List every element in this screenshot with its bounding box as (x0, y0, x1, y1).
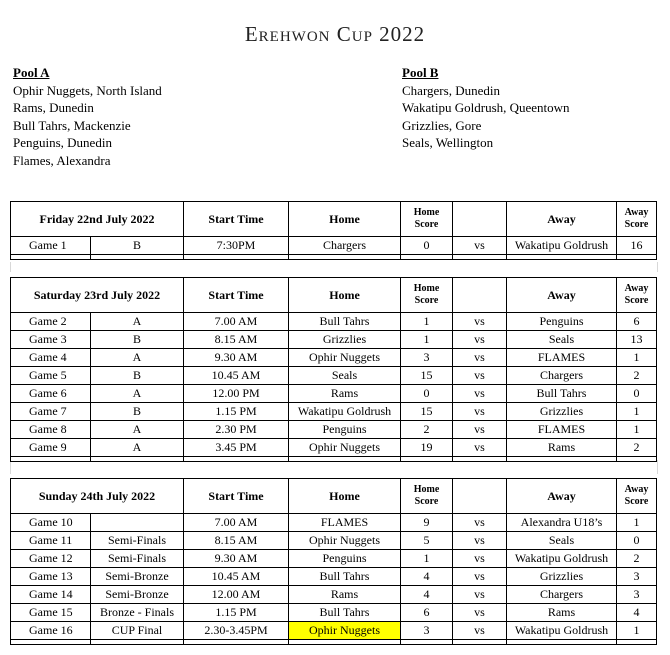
table-spacer-row (11, 255, 657, 260)
game-start-time: 8.15 AM (184, 331, 289, 349)
game-home-team: Ophir Nuggets (289, 349, 401, 367)
game-start-time: 10.45 AM (184, 367, 289, 385)
game-pool: Semi-Finals (91, 532, 184, 550)
game-vs: vs (453, 622, 507, 640)
game-start-time: 2.30-3.45PM (184, 622, 289, 640)
game-home-score: 15 (401, 403, 453, 421)
game-pool: A (91, 349, 184, 367)
game-away-team: Grizzlies (507, 568, 617, 586)
game-start-time: 12.00 PM (184, 385, 289, 403)
spacer-cell (11, 255, 91, 260)
spacer-cell (184, 255, 289, 260)
table-gap (10, 262, 658, 272)
spacer-cell (11, 640, 91, 645)
game-away-score: 2 (617, 550, 657, 568)
table-row (11, 237, 657, 255)
game-away-team: Chargers (507, 586, 617, 604)
header-home: Home (289, 479, 401, 514)
game-away-score: 0 (617, 385, 657, 403)
game-home-team: Penguins (289, 550, 401, 568)
game-away-score: 3 (617, 586, 657, 604)
table-header-row (11, 278, 657, 313)
spacer-cell (617, 640, 657, 645)
game-home-team: Bull Tahrs (289, 313, 401, 331)
table-header-row (11, 479, 657, 514)
table-spacer-row (11, 457, 657, 462)
game-home-score: 4 (401, 586, 453, 604)
header-away-score: Away Score (617, 479, 657, 514)
game-away-score: 1 (617, 349, 657, 367)
pool-b (402, 64, 570, 152)
header-start-time: Start Time (184, 479, 289, 514)
game-start-time: 10.45 AM (184, 568, 289, 586)
game-vs: vs (453, 313, 507, 331)
header-home-score: Home Score (401, 278, 453, 313)
header-vs (453, 278, 507, 313)
game-number: Game 15 (11, 604, 91, 622)
game-pool: A (91, 385, 184, 403)
table-gap (10, 460, 658, 474)
game-away-score: 16 (617, 237, 657, 255)
game-home-score: 2 (401, 421, 453, 439)
pool-a-team: Bull Tahrs, Mackenzie (13, 117, 131, 133)
game-home-team: Ophir Nuggets (289, 532, 401, 550)
header-away: Away (507, 479, 617, 514)
game-number: Game 7 (11, 403, 91, 421)
game-home-team: Rams (289, 586, 401, 604)
game-number: Game 12 (11, 550, 91, 568)
game-away-team: Bull Tahrs (507, 385, 617, 403)
table-row (11, 568, 657, 586)
spacer-cell (401, 640, 453, 645)
game-start-time: 3.45 PM (184, 439, 289, 457)
game-home-score: 3 (401, 349, 453, 367)
pool-a-team: Rams, Dunedin (13, 100, 94, 115)
table-row (11, 532, 657, 550)
game-away-score: 1 (617, 403, 657, 421)
spacer-cell (507, 255, 617, 260)
game-pool: Semi-Finals (91, 550, 184, 568)
game-start-time: 1.15 PM (184, 604, 289, 622)
game-start-time: 2.30 PM (184, 421, 289, 439)
game-home-team: Bull Tahrs (289, 568, 401, 586)
game-pool: Semi-Bronze (91, 568, 184, 586)
game-number: Game 11 (11, 532, 91, 550)
day-date: Friday 22nd July 2022 (11, 202, 184, 237)
header-away-score: Away Score (617, 278, 657, 313)
game-number: Game 14 (11, 586, 91, 604)
spacer-cell (91, 640, 184, 645)
game-away-team: Wakatipu Goldrush (507, 237, 617, 255)
table-row (11, 514, 657, 532)
spacer-cell (453, 457, 507, 462)
game-start-time: 8.15 AM (184, 532, 289, 550)
game-home-score: 3 (401, 622, 453, 640)
spacer-cell (289, 255, 401, 260)
game-number: Game 5 (11, 367, 91, 385)
pool-b-title: Pool B (402, 65, 439, 80)
game-vs: vs (453, 349, 507, 367)
game-pool: A (91, 439, 184, 457)
game-pool: Bronze - Finals (91, 604, 184, 622)
game-number: Game 3 (11, 331, 91, 349)
game-away-score: 1 (617, 514, 657, 532)
game-away-score: 1 (617, 622, 657, 640)
header-away: Away (507, 278, 617, 313)
spacer-cell (184, 640, 289, 645)
game-home-score: 19 (401, 439, 453, 457)
game-pool: A (91, 313, 184, 331)
game-vs: vs (453, 367, 507, 385)
game-home-team: Rams (289, 385, 401, 403)
spacer-cell (401, 457, 453, 462)
table-header-row (11, 202, 657, 237)
game-vs: vs (453, 403, 507, 421)
table-spacer-row (11, 640, 657, 645)
game-away-score: 1 (617, 421, 657, 439)
game-home-team: FLAMES (289, 514, 401, 532)
game-away-team: Alexandra U18’s (507, 514, 617, 532)
game-home-score: 1 (401, 313, 453, 331)
game-away-team: FLAMES (507, 421, 617, 439)
game-vs: vs (453, 237, 507, 255)
game-home-score: 15 (401, 367, 453, 385)
game-away-team: Penguins (507, 313, 617, 331)
game-vs: vs (453, 331, 507, 349)
header-start-time: Start Time (184, 202, 289, 237)
spacer-cell (617, 457, 657, 462)
game-away-team: FLAMES (507, 349, 617, 367)
header-start-time: Start Time (184, 278, 289, 313)
game-home-score: 9 (401, 514, 453, 532)
game-number: Game 10 (11, 514, 91, 532)
game-home-score: 4 (401, 568, 453, 586)
game-away-score: 2 (617, 439, 657, 457)
game-start-time: 1.15 PM (184, 403, 289, 421)
table-row (11, 586, 657, 604)
pool-a-team: Penguins, Dunedin (13, 135, 112, 150)
game-pool: A (91, 421, 184, 439)
table-row (11, 421, 657, 439)
game-away-team: Grizzlies (507, 403, 617, 421)
header-home: Home (289, 202, 401, 237)
game-away-score: 6 (617, 313, 657, 331)
game-start-time: 9.30 AM (184, 550, 289, 568)
game-away-team: Rams (507, 604, 617, 622)
game-vs: vs (453, 586, 507, 604)
game-away-score: 0 (617, 532, 657, 550)
game-pool: B (91, 367, 184, 385)
game-home-team: Bull Tahrs (289, 604, 401, 622)
game-vs: vs (453, 514, 507, 532)
game-away-score: 13 (617, 331, 657, 349)
game-home-team: Ophir Nuggets (289, 622, 401, 640)
game-pool: Semi-Bronze (91, 586, 184, 604)
game-start-time: 9.30 AM (184, 349, 289, 367)
game-number: Game 1 (11, 237, 91, 255)
schedule-table-sunday (10, 478, 657, 645)
spacer-cell (91, 457, 184, 462)
header-home: Home (289, 278, 401, 313)
game-start-time: 7:30PM (184, 237, 289, 255)
pool-a (13, 64, 162, 169)
spacer-cell (507, 457, 617, 462)
game-start-time: 12.00 AM (184, 586, 289, 604)
table-row (11, 550, 657, 568)
game-away-team: Rams (507, 439, 617, 457)
day-date: Sunday 24th July 2022 (11, 479, 184, 514)
game-pool: B (91, 237, 184, 255)
spacer-cell (289, 640, 401, 645)
game-number: Game 6 (11, 385, 91, 403)
spacer-cell (453, 640, 507, 645)
game-home-score: 1 (401, 550, 453, 568)
game-vs: vs (453, 421, 507, 439)
spacer-cell (401, 255, 453, 260)
header-vs (453, 479, 507, 514)
game-number: Game 8 (11, 421, 91, 439)
day-date: Saturday 23rd July 2022 (11, 278, 184, 313)
game-vs: vs (453, 439, 507, 457)
pool-b-team: Seals, Wellington (402, 135, 494, 150)
header-vs (453, 202, 507, 237)
table-row (11, 349, 657, 367)
spacer-cell (289, 457, 401, 462)
spacer-cell (184, 457, 289, 462)
game-number: Game 9 (11, 439, 91, 457)
table-row (11, 367, 657, 385)
game-home-team: Ophir Nuggets (289, 439, 401, 457)
game-away-score: 2 (617, 367, 657, 385)
game-vs: vs (453, 550, 507, 568)
spacer-cell (507, 640, 617, 645)
game-number: Game 4 (11, 349, 91, 367)
schedule-table-saturday (10, 277, 657, 462)
table-row (11, 331, 657, 349)
game-vs: vs (453, 568, 507, 586)
table-row (11, 385, 657, 403)
table-row (11, 403, 657, 421)
game-number: Game 2 (11, 313, 91, 331)
game-home-score: 1 (401, 331, 453, 349)
game-pool: CUP Final (91, 622, 184, 640)
game-pool: B (91, 403, 184, 421)
pool-a-title: Pool A (13, 65, 50, 80)
game-away-team: Seals (507, 331, 617, 349)
table-row (11, 439, 657, 457)
pool-b-team: Grizzlies, Gore (402, 117, 482, 133)
game-home-score: 0 (401, 237, 453, 255)
header-away: Away (507, 202, 617, 237)
game-home-score: 0 (401, 385, 453, 403)
game-pool: B (91, 331, 184, 349)
header-away-score: Away Score (617, 202, 657, 237)
header-home-score: Home Score (401, 202, 453, 237)
game-home-team: Penguins (289, 421, 401, 439)
pool-a-team: Flames, Alexandra (13, 152, 111, 168)
game-home-score: 6 (401, 604, 453, 622)
game-number: Game 13 (11, 568, 91, 586)
schedule-table-friday (10, 201, 657, 260)
pool-b-team: Chargers, Dunedin (402, 82, 500, 98)
table-row (11, 622, 657, 640)
table-row (11, 313, 657, 331)
game-away-team: Wakatipu Goldrush (507, 550, 617, 568)
game-start-time: 7.00 AM (184, 514, 289, 532)
pool-a-team: Ophir Nuggets, North Island (13, 82, 162, 98)
header-home-score: Home Score (401, 479, 453, 514)
game-home-team: Grizzlies (289, 331, 401, 349)
spacer-cell (91, 255, 184, 260)
spacer-cell (453, 255, 507, 260)
spacer-cell (617, 255, 657, 260)
game-home-team: Wakatipu Goldrush (289, 403, 401, 421)
game-away-team: Chargers (507, 367, 617, 385)
spacer-cell (11, 457, 91, 462)
game-home-team: Chargers (289, 237, 401, 255)
game-away-team: Seals (507, 532, 617, 550)
table-row (11, 604, 657, 622)
game-number: Game 16 (11, 622, 91, 640)
game-away-score: 3 (617, 568, 657, 586)
game-start-time: 7.00 AM (184, 313, 289, 331)
pool-b-team: Wakatipu Goldrush, Queentown (402, 100, 570, 115)
page-title: Erehwon Cup 2022 (244, 22, 426, 46)
game-away-score: 4 (617, 604, 657, 622)
game-home-team: Seals (289, 367, 401, 385)
game-vs: vs (453, 604, 507, 622)
game-vs: vs (453, 532, 507, 550)
game-vs: vs (453, 385, 507, 403)
game-home-score: 5 (401, 532, 453, 550)
game-pool (91, 514, 184, 532)
game-away-team: Wakatipu Goldrush (507, 622, 617, 640)
